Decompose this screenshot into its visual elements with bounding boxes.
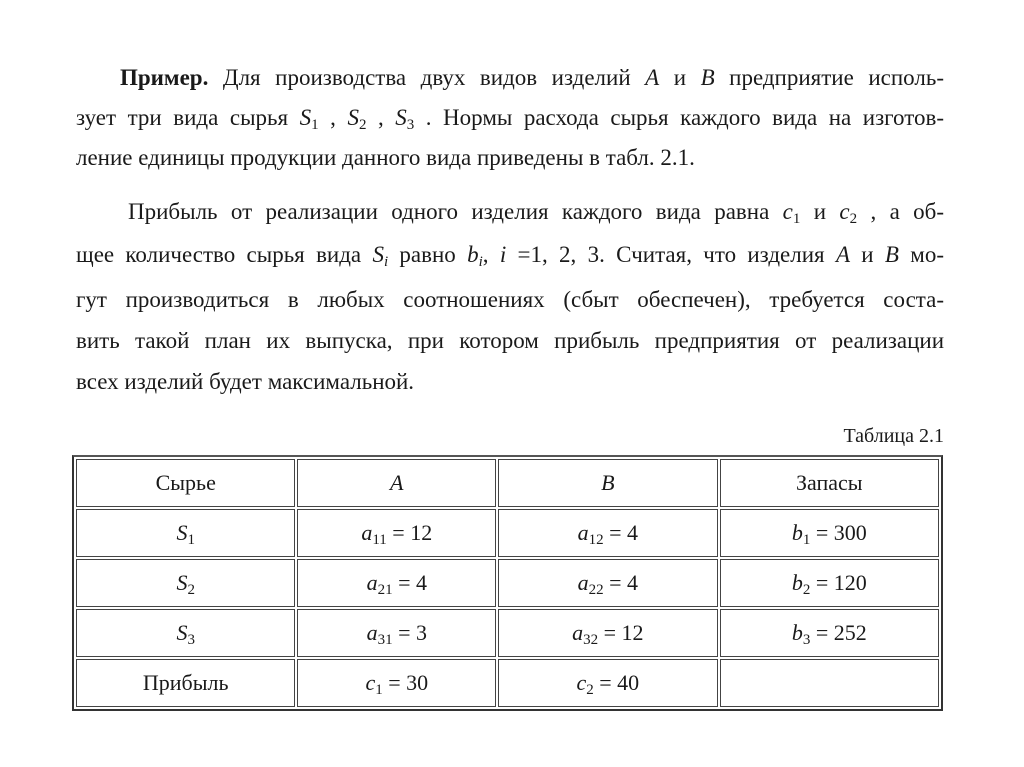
cell-b: $c_2 = 40$ bbox=[498, 659, 717, 707]
table-row bbox=[76, 609, 939, 657]
table-row bbox=[76, 559, 939, 607]
header-cell: A bbox=[297, 459, 496, 507]
row-label: $S_3$ bbox=[76, 609, 295, 657]
paragraph-line: гут производиться в любых соотношениях (сбыт обеспечен), требуется соста- bbox=[76, 287, 944, 312]
header-cell: B bbox=[498, 459, 717, 507]
cell-a: $a_{31} = 3$ bbox=[297, 609, 496, 657]
header-cell: Сырье bbox=[76, 459, 295, 507]
table-caption: Таблица 2.1 bbox=[843, 425, 944, 447]
cell-stock: $b_1 = 300$ bbox=[720, 509, 939, 557]
cell-a: $c_1 = 30$ bbox=[297, 659, 496, 707]
paragraph-line: щее количество сырья вида $S_i$ равно $b_i$, i =1, 2, 3. Считая, что изделия A и B мо- bbox=[76, 242, 945, 270]
cell-b: $a_{32} = 12$ bbox=[498, 609, 717, 657]
paragraph-profit bbox=[76, 200, 944, 400]
paragraph-example bbox=[76, 66, 944, 186]
cell-stock: $b_3 = 252$ bbox=[720, 609, 939, 657]
paragraph-line: Пример. Для производства двух видов изделий A и B предприятие исполь- bbox=[120, 65, 944, 90]
row-label: $S_1$ bbox=[76, 509, 295, 557]
table-header-row bbox=[76, 459, 939, 507]
table-row bbox=[76, 509, 939, 557]
cell-a: $a_{11} = 12$ bbox=[297, 509, 496, 557]
cell-b: $a_{22} = 4$ bbox=[498, 559, 717, 607]
paragraph-line: зует три вида сырья $S_1$ , $S_2$ , $S_3$ . Нормы расхода сырья каждого вида на изготов- bbox=[76, 105, 945, 133]
cell-empty bbox=[720, 659, 939, 707]
paragraph-line: Прибыль от реализации одного изделия каждого вида равна $c_1$ и $c_2$ , а об- bbox=[128, 199, 945, 227]
paragraph-line: всех изделий будет максимальной. bbox=[76, 369, 415, 394]
paragraph-line: вить такой план их выпуска, при котором прибыль предприятия от реализации bbox=[76, 328, 944, 353]
header-cell: Запасы bbox=[720, 459, 939, 507]
cell-a: $a_{21} = 4$ bbox=[297, 559, 496, 607]
example-lead: Пример. bbox=[120, 65, 209, 90]
row-label: Прибыль bbox=[76, 659, 295, 707]
profit-row bbox=[76, 659, 939, 707]
row-label: $S_2$ bbox=[76, 559, 295, 607]
cell-stock: $b_2 = 120$ bbox=[720, 559, 939, 607]
raw-materials-table bbox=[72, 455, 943, 711]
paragraph-line: ление единицы продукции данного вида приведены в табл. 2.1. bbox=[76, 145, 695, 170]
cell-b: $a_{12} = 4$ bbox=[498, 509, 717, 557]
